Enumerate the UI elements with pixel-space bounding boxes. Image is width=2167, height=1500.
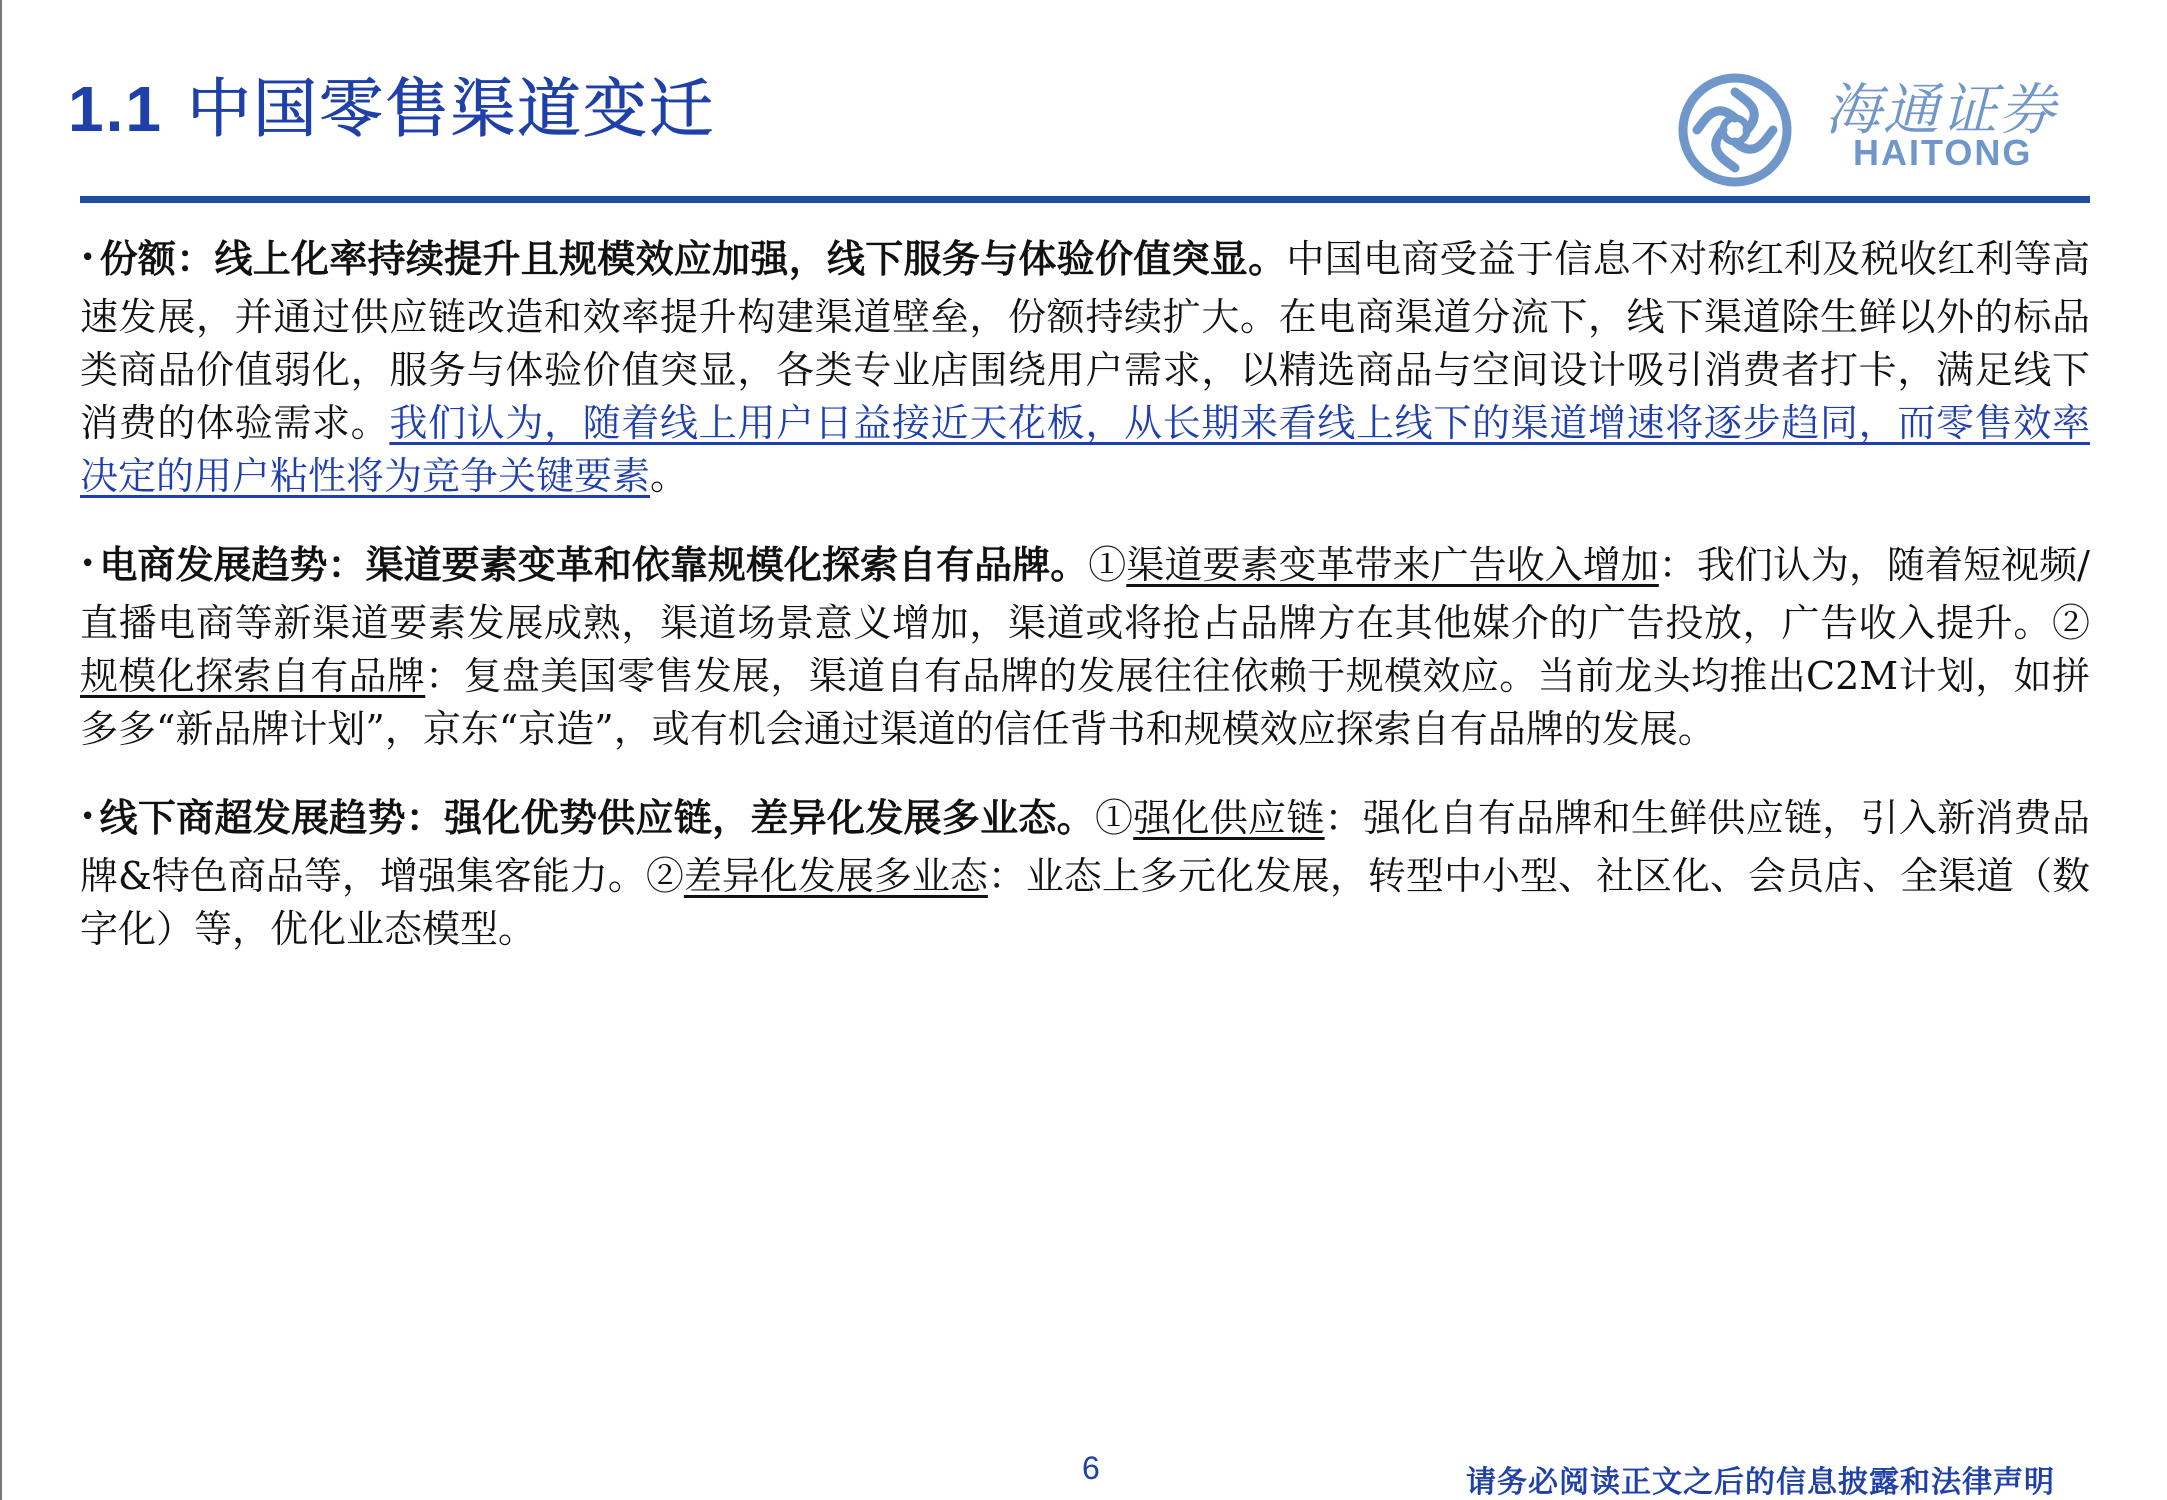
paragraph-heading: 份额：线上化率持续提升且规模效应加强，线下服务与体验价值突显。 (99, 236, 1287, 281)
logo-name-en: HAITONG (1853, 132, 2033, 173)
paragraph-text: ：我们认为，随着短视频/直播电商等新渠道要素发展成熟，渠道场景意义增加，渠道或将抢占品牌方在其他媒介的广告投放，广告收入提升。② (80, 543, 2090, 645)
paragraph-text: ：复盘美国零售发展，渠道自有品牌的发展往往依赖于规模效应。当前龙头均推出C2M计划，如拼多多“新品牌计划”，京东“京造”，或有机会通过渠道的信任背书和规模效应探索自有品牌的发展。 (80, 654, 2090, 751)
paragraph-share (80, 232, 2090, 503)
underlined-point: 差异化发展多业态 (683, 854, 988, 898)
bullet-icon: • (80, 802, 96, 832)
underlined-point: 规模化探索自有品牌 (80, 654, 426, 698)
logo-name-cn: 海通证券 (1825, 78, 2057, 143)
section-number: 1.1 (68, 73, 163, 145)
header-divider (80, 196, 2090, 203)
content-body (80, 232, 2090, 991)
haitong-logo (1675, 60, 2095, 190)
haitong-swirl-logo-icon (1675, 70, 1795, 190)
highlight-link[interactable]: 我们认为，随着线上用户日益接近天花板，从长期来看线上线下的渠道增速将逐步趋同，而零售效率决定的用户粘性将为竞争关键要素 (80, 401, 2090, 498)
page-title (68, 58, 715, 158)
paragraph-text: ：强化自有品牌和生鲜供应链，引入新消费品牌&特色商品等，增强集客能力。② (80, 796, 2090, 898)
underlined-point: 渠道要素变革带来广告收入增加 (1126, 543, 1659, 587)
paragraph-offline-trend (80, 791, 2090, 956)
legal-disclaimer: 请务必阅读正文之后的信息披露和法律声明 (1466, 1465, 2055, 1500)
left-border (0, 0, 2, 1500)
paragraph-end: 。 (650, 454, 689, 498)
paragraph-text: ：业态上多元化发展，转型中小型、社区化、会员店、全渠道（数字化）等，优化业态模型。 (80, 854, 2090, 951)
title-text: 中国零售渠道变迁 (186, 73, 715, 147)
point-marker: ① (1088, 543, 1127, 587)
paragraph-body: 中国电商受益于信息不对称红利及税收红利等高速发展，并通过供应链改造和效率提升构建渠道壁垒，份额持续扩大。在电商渠道分流下，线下渠道除生鲜以外的标品类商品价值弱化，服务与体验价值突显，各类专业店围绕用户需求，以精选商品与空间设计吸引消费者打卡，满足线下消费的体验需求。 (80, 237, 2090, 445)
underlined-point: 强化供应链 (1133, 796, 1325, 840)
bullet-icon: • (80, 549, 96, 579)
paragraph-heading: 线下商超发展趋势：强化优势供应链，差异化发展多业态。 (99, 795, 1095, 840)
page-number: 6 (1082, 1450, 1100, 1486)
paragraph-heading: 电商发展趋势：渠道要素变革和依靠规模化探索自有品牌。 (99, 542, 1089, 587)
point-marker: ① (1094, 796, 1134, 840)
bullet-icon: • (80, 243, 96, 273)
paragraph-ecommerce-trend (80, 538, 2090, 756)
